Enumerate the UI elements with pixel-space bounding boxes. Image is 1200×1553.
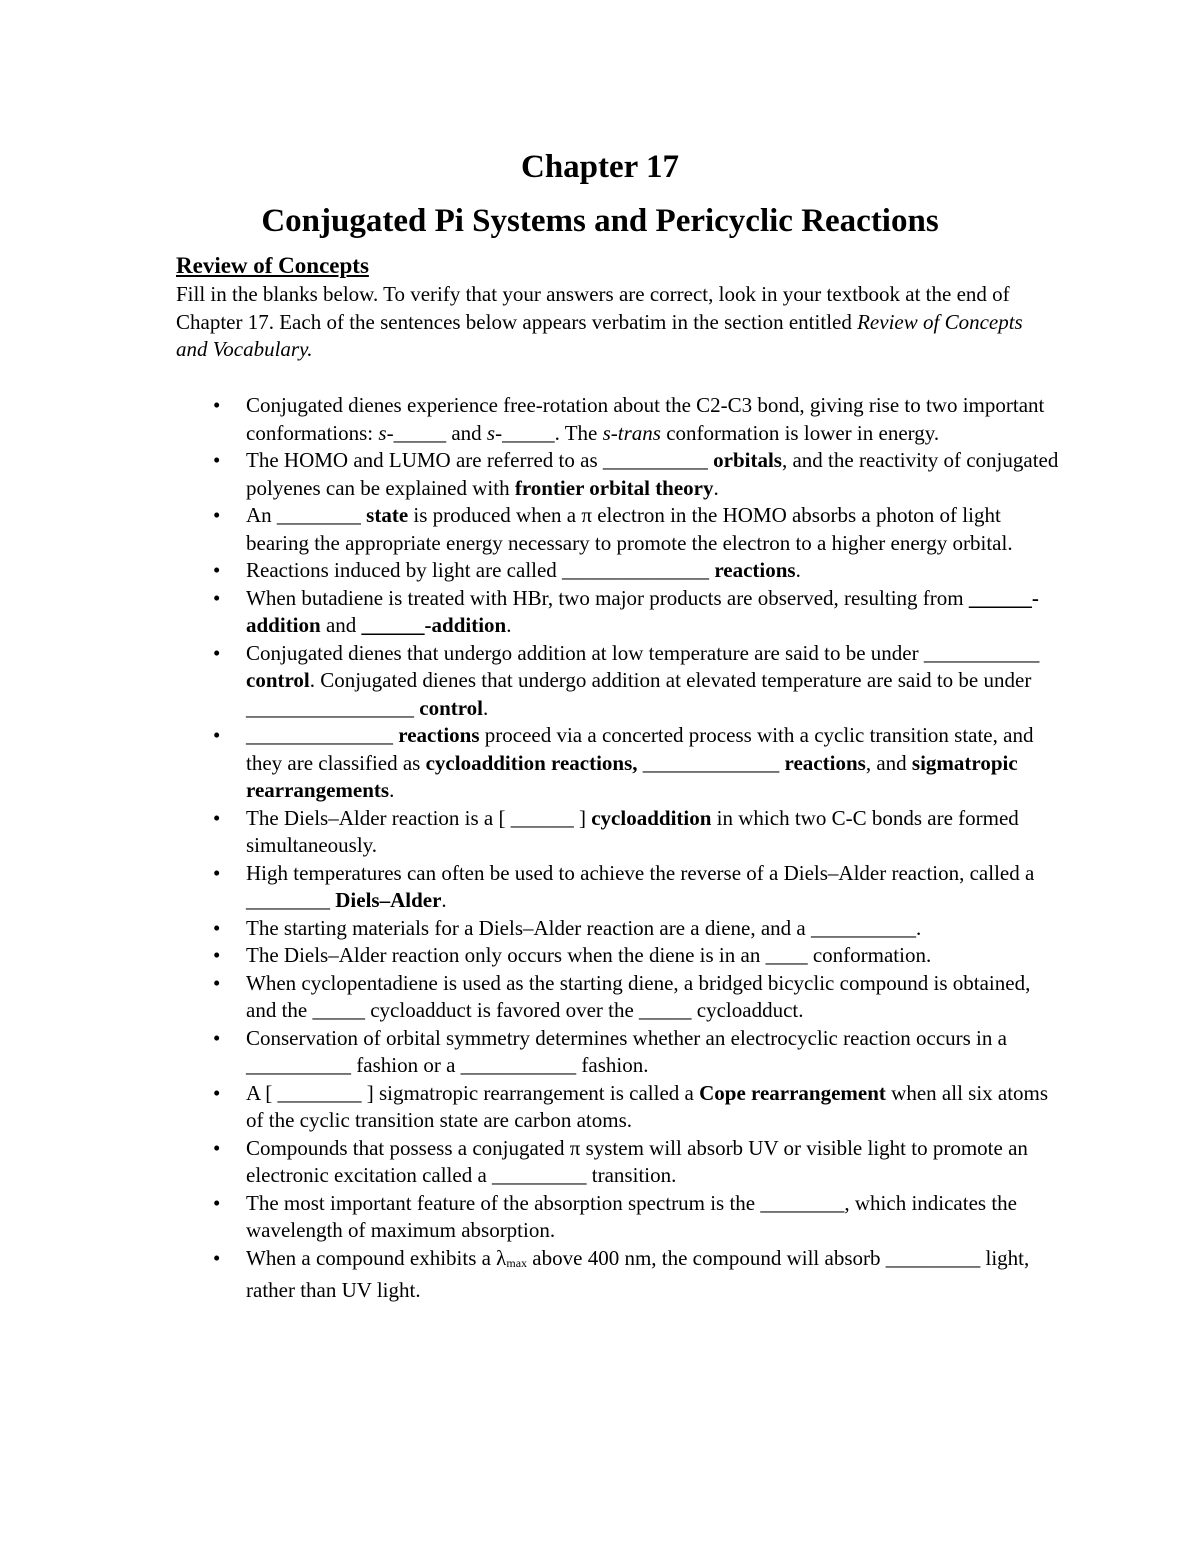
list-item <box>0 942 1060 970</box>
bullet-icon: • <box>213 1080 221 1105</box>
list-item <box>0 860 1060 915</box>
chapter-number: Chapter 17 <box>521 149 679 185</box>
intro-paragraph <box>176 281 1056 364</box>
item-text-segment: The Diels–Alder reaction is a [ ______ ] <box>246 805 592 830</box>
item-text-segment: . <box>441 888 447 912</box>
item-text-segment: proceed via a concerted process with a cyclic transition state, and they are classified as <box>246 723 1034 775</box>
item-text-segment: . Conjugated dienes that undergo addition at elevated temperature are said to be under ________________ <box>246 668 1032 720</box>
item-text-segment: s <box>486 420 496 445</box>
bullet-icon: • <box>213 1135 221 1160</box>
item-text-segment: state <box>366 503 409 527</box>
item-text-segment: and <box>320 613 362 637</box>
item-text-segment: . <box>713 475 719 500</box>
item-text-segment: . <box>389 778 395 802</box>
bullet-icon: • <box>213 723 221 747</box>
item-text-segment: The most important feature of the absorption spectrum is the ________, which indicates the wavelength of maximum absorption. <box>246 1190 1017 1242</box>
item-text-segment: Conjugated dienes that undergo addition at low temperature are said to be under ___________ <box>246 640 1040 665</box>
item-text-segment: A [ ________ ] sigmatropic rearrangement is called a <box>246 1080 700 1105</box>
bullet-icon: • <box>213 393 221 417</box>
bullet-icon: • <box>213 503 221 527</box>
bullet-icon: • <box>213 1190 221 1215</box>
bullet-icon: • <box>213 915 221 940</box>
item-text-segment: reactions <box>784 750 866 775</box>
bullet-icon: • <box>213 860 221 885</box>
item-text-segment: ______________ <box>246 723 399 747</box>
bullet-icon: • <box>213 585 221 610</box>
item-text-segment: reactions <box>714 558 796 582</box>
item-text-segment: -_____ and <box>386 420 487 445</box>
item-text-segment: An ________ <box>246 503 367 527</box>
item-text-segment: above 400 nm, the compound will absorb _________ light, rather than UV light. <box>246 1245 1030 1302</box>
item-text-segment: Reactions induced by light are called ______________ <box>246 558 715 582</box>
item-text-segment: Conservation of orbital symmetry determines whether an electrocyclic reaction occurs in a __________ fashion or a ___________ fashion. <box>246 1025 1007 1077</box>
bullet-icon: • <box>213 558 221 582</box>
fill-in-blank-list <box>0 392 1060 1305</box>
item-text-segment: orbitals <box>713 448 782 472</box>
item-text-segment: frontier orbital theory <box>514 475 714 500</box>
item-text-segment: conformation is lower in energy. <box>660 420 940 445</box>
list-item <box>0 970 1060 1025</box>
list-item <box>0 392 1060 447</box>
item-text-segment: . <box>506 613 512 637</box>
item-text-segment: Cope rearrangement <box>699 1080 886 1105</box>
intro-italic-text: Review of Concepts and Vocabulary. <box>176 309 1023 361</box>
bullet-icon: • <box>213 943 221 967</box>
list-item <box>0 1080 1060 1135</box>
item-text-segment: Diels–Alder <box>335 888 442 912</box>
item-text-segment: control <box>419 695 484 720</box>
bullet-icon: • <box>213 1245 221 1270</box>
bullet-icon: • <box>213 640 221 665</box>
bullet-icon: • <box>213 1025 221 1050</box>
list-item <box>0 447 1060 502</box>
list-item <box>0 1025 1060 1080</box>
item-text-segment: ______-addition <box>246 585 1039 637</box>
item-text-segment: max <box>506 1255 528 1270</box>
intro-text: Fill in the blanks below. To verify that your answers are correct, look in your textbook at the end of Chapter 17. Each of the sentences below appears verbatim in the section entitled <box>176 282 1010 334</box>
item-text-segment: When cyclopentadiene is used as the starting diene, a bridged bicyclic compound is obtained, and the _____ cycloadduct is favored over the _____ cycloadduct. <box>246 970 1031 1022</box>
bullet-icon: • <box>213 805 221 830</box>
review-section <box>176 251 1056 364</box>
item-text-segment: s-trans <box>602 420 661 445</box>
item-text-segment: -_____. The <box>495 420 603 445</box>
item-text-segment: cycloaddition <box>591 805 712 830</box>
item-text-segment: reactions <box>398 723 480 747</box>
list-item <box>0 585 1060 640</box>
item-text-segment: in which two C-C bonds are formed simultaneously. <box>246 805 1019 857</box>
list-item <box>0 1190 1060 1245</box>
item-text-segment: when all six atoms of the cyclic transition state are carbon atoms. <box>246 1080 1049 1132</box>
item-text-segment: , and <box>865 750 912 775</box>
item-text-segment: The starting materials for a Diels–Alder reaction are a diene, and a __________. <box>246 915 922 940</box>
item-text-segment: control <box>246 668 310 692</box>
chapter-title: Conjugated Pi Systems and Pericyclic Reactions <box>261 203 939 239</box>
item-text-segment: cycloaddition reactions, <box>425 750 638 775</box>
list-item <box>0 1135 1060 1190</box>
item-text-segment: , and the reactivity of conjugated polyenes can be explained with <box>246 448 1059 500</box>
section-heading: Review of Concepts <box>176 253 369 278</box>
list-item <box>0 640 1060 723</box>
list-item <box>0 557 1060 585</box>
list-item <box>0 502 1060 557</box>
title-block <box>0 140 1200 248</box>
list-item <box>0 805 1060 860</box>
item-text-segment: The Diels–Alder reaction only occurs when the diene is in an ____ conformation. <box>246 943 932 967</box>
item-text-segment: s <box>378 420 387 445</box>
bullet-icon: • <box>213 448 221 472</box>
item-text-segment: The HOMO and LUMO are referred to as __________ <box>246 448 714 472</box>
item-text-segment: When butadiene is treated with HBr, two major products are observed, resulting from <box>246 585 969 610</box>
item-text-segment: is produced when a π electron in the HOMO absorbs a photon of light bearing the appropriate energy necessary to promote the electron to a higher energy orbital. <box>246 503 1013 555</box>
list-item <box>0 915 1060 943</box>
item-text-segment: _____________ <box>637 750 785 775</box>
item-text-segment: sigmatropic rearrangements <box>246 750 1018 802</box>
item-text-segment: Compounds that possess a conjugated π system will absorb UV or visible light to promote an electronic excitation called a _________ transition. <box>246 1135 1028 1187</box>
item-text-segment: . <box>483 695 489 720</box>
list-item <box>0 1245 1060 1305</box>
item-text-segment: High temperatures can often be used to achieve the reverse of a Diels–Alder reaction, called a ________ <box>246 860 1035 912</box>
item-text-segment: When a compound exhibits a λ <box>246 1245 507 1270</box>
list-item <box>0 722 1060 805</box>
item-text-segment: Conjugated dienes experience free-rotation about the C2-C3 bond, giving rise to two important conformations: <box>246 393 1045 445</box>
item-text-segment: . <box>795 558 801 582</box>
item-text-segment: ______-addition <box>361 613 507 637</box>
bullet-icon: • <box>213 970 221 995</box>
